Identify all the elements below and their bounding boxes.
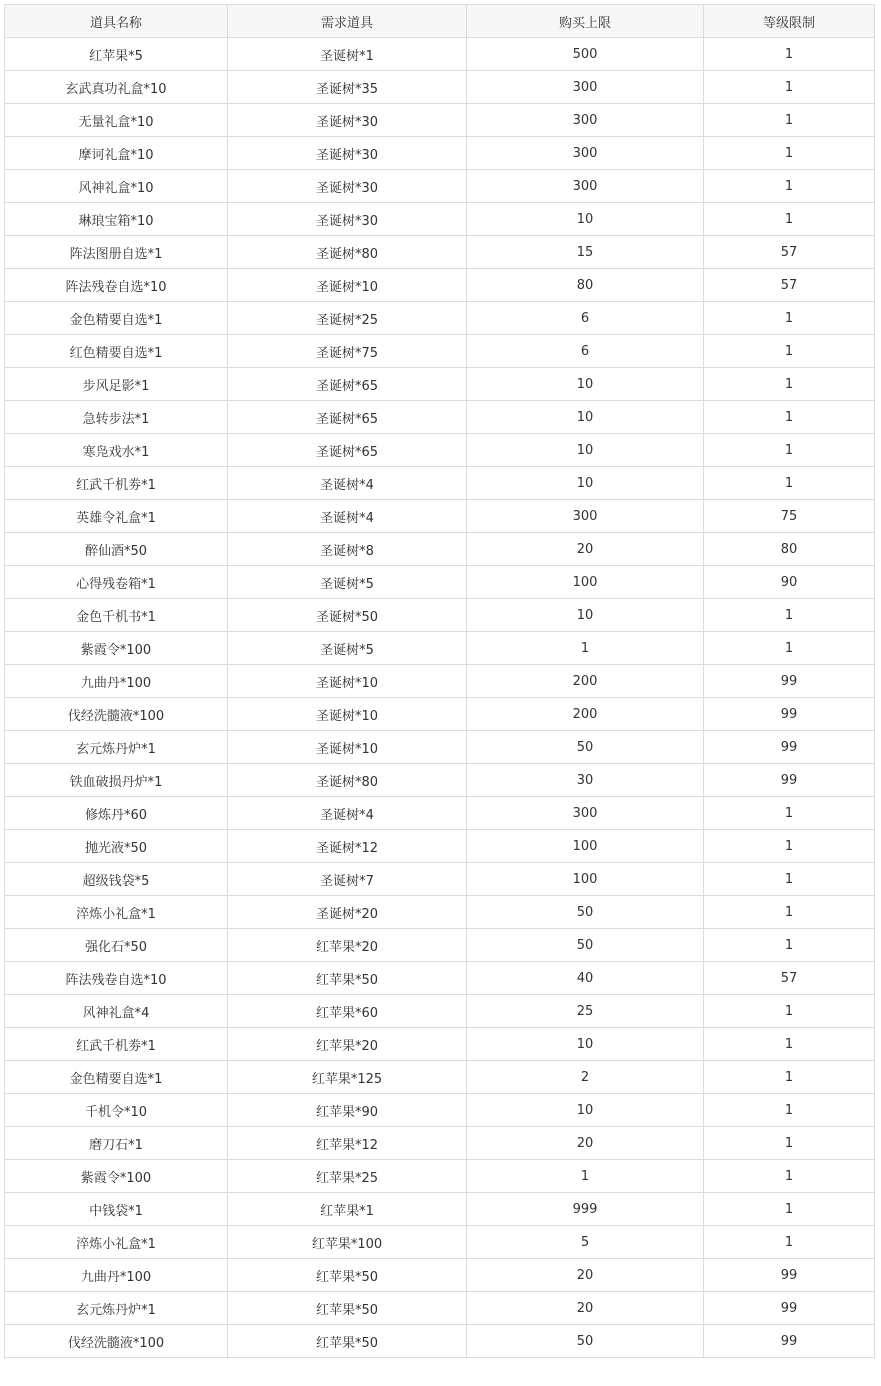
cell-level-limit: 1 [704, 203, 875, 236]
cell-required-item: 红苹果*50 [228, 1325, 467, 1358]
cell-level-limit: 1 [704, 1061, 875, 1094]
cell-item-name: 寒凫戏水*1 [5, 434, 228, 467]
cell-item-name: 红苹果*5 [5, 38, 228, 71]
cell-purchase-limit: 100 [467, 830, 704, 863]
cell-purchase-limit: 999 [467, 1193, 704, 1226]
cell-level-limit: 1 [704, 1160, 875, 1193]
cell-level-limit: 1 [704, 401, 875, 434]
cell-purchase-limit: 10 [467, 401, 704, 434]
cell-level-limit: 90 [704, 566, 875, 599]
cell-required-item: 圣诞树*4 [228, 797, 467, 830]
cell-required-item: 红苹果*12 [228, 1127, 467, 1160]
cell-item-name: 玄元炼丹炉*1 [5, 731, 228, 764]
cell-level-limit: 75 [704, 500, 875, 533]
table-row [5, 863, 875, 896]
cell-purchase-limit: 300 [467, 137, 704, 170]
header-level-limit: 等级限制 [704, 5, 875, 38]
cell-required-item: 红苹果*25 [228, 1160, 467, 1193]
table-row [5, 566, 875, 599]
cell-purchase-limit: 6 [467, 335, 704, 368]
table-row [5, 698, 875, 731]
cell-purchase-limit: 30 [467, 764, 704, 797]
cell-required-item: 圣诞树*10 [228, 269, 467, 302]
cell-level-limit: 57 [704, 962, 875, 995]
cell-item-name: 无量礼盒*10 [5, 104, 228, 137]
cell-required-item: 圣诞树*75 [228, 335, 467, 368]
table-row [5, 203, 875, 236]
cell-purchase-limit: 10 [467, 434, 704, 467]
cell-purchase-limit: 10 [467, 1094, 704, 1127]
table-row [5, 830, 875, 863]
cell-level-limit: 1 [704, 38, 875, 71]
cell-purchase-limit: 100 [467, 566, 704, 599]
cell-level-limit: 99 [704, 1325, 875, 1358]
cell-level-limit: 99 [704, 698, 875, 731]
table-row [5, 1259, 875, 1292]
cell-required-item: 红苹果*50 [228, 1292, 467, 1325]
cell-purchase-limit: 20 [467, 533, 704, 566]
cell-purchase-limit: 200 [467, 665, 704, 698]
cell-item-name: 金色精要自选*1 [5, 1061, 228, 1094]
cell-level-limit: 57 [704, 269, 875, 302]
table-row [5, 71, 875, 104]
cell-item-name: 阵法图册自选*1 [5, 236, 228, 269]
cell-purchase-limit: 20 [467, 1259, 704, 1292]
cell-required-item: 圣诞树*4 [228, 467, 467, 500]
cell-item-name: 淬炼小礼盒*1 [5, 896, 228, 929]
cell-level-limit: 1 [704, 368, 875, 401]
table-row [5, 236, 875, 269]
cell-item-name: 修炼丹*60 [5, 797, 228, 830]
table-row [5, 929, 875, 962]
cell-item-name: 阵法残卷自选*10 [5, 269, 228, 302]
header-row [5, 5, 875, 38]
cell-purchase-limit: 50 [467, 896, 704, 929]
cell-required-item: 红苹果*125 [228, 1061, 467, 1094]
table-row [5, 104, 875, 137]
cell-item-name: 伐经洗髓液*100 [5, 1325, 228, 1358]
table-row [5, 1028, 875, 1061]
cell-required-item: 圣诞树*25 [228, 302, 467, 335]
cell-required-item: 圣诞树*5 [228, 566, 467, 599]
cell-level-limit: 1 [704, 1127, 875, 1160]
cell-purchase-limit: 100 [467, 863, 704, 896]
table-row [5, 434, 875, 467]
table-row [5, 533, 875, 566]
cell-level-limit: 99 [704, 1292, 875, 1325]
cell-level-limit: 99 [704, 764, 875, 797]
cell-purchase-limit: 20 [467, 1292, 704, 1325]
table-row [5, 137, 875, 170]
cell-required-item: 圣诞树*30 [228, 137, 467, 170]
cell-purchase-limit: 10 [467, 599, 704, 632]
cell-level-limit: 1 [704, 1193, 875, 1226]
cell-level-limit: 1 [704, 896, 875, 929]
cell-purchase-limit: 5 [467, 1226, 704, 1259]
cell-item-name: 醉仙酒*50 [5, 533, 228, 566]
cell-level-limit: 1 [704, 830, 875, 863]
cell-required-item: 圣诞树*50 [228, 599, 467, 632]
cell-required-item: 圣诞树*12 [228, 830, 467, 863]
table-row [5, 1226, 875, 1259]
cell-required-item: 红苹果*50 [228, 1259, 467, 1292]
cell-item-name: 中钱袋*1 [5, 1193, 228, 1226]
table-row [5, 401, 875, 434]
table-row [5, 500, 875, 533]
cell-required-item: 圣诞树*10 [228, 698, 467, 731]
cell-purchase-limit: 1 [467, 1160, 704, 1193]
cell-required-item: 圣诞树*7 [228, 863, 467, 896]
cell-item-name: 伐经洗髓液*100 [5, 698, 228, 731]
table-row [5, 764, 875, 797]
cell-purchase-limit: 200 [467, 698, 704, 731]
table-row [5, 995, 875, 1028]
table-row [5, 1127, 875, 1160]
cell-item-name: 铁血破损丹炉*1 [5, 764, 228, 797]
cell-level-limit: 99 [704, 665, 875, 698]
cell-item-name: 九曲丹*100 [5, 665, 228, 698]
cell-required-item: 圣诞树*10 [228, 665, 467, 698]
cell-item-name: 磨刀石*1 [5, 1127, 228, 1160]
cell-level-limit: 1 [704, 71, 875, 104]
cell-required-item: 圣诞树*65 [228, 401, 467, 434]
cell-item-name: 抛光液*50 [5, 830, 228, 863]
cell-required-item: 红苹果*100 [228, 1226, 467, 1259]
header-required-item: 需求道具 [228, 5, 467, 38]
table-row [5, 1193, 875, 1226]
cell-purchase-limit: 300 [467, 500, 704, 533]
cell-purchase-limit: 6 [467, 302, 704, 335]
cell-purchase-limit: 10 [467, 203, 704, 236]
header-purchase-limit: 购买上限 [467, 5, 704, 38]
cell-required-item: 圣诞树*80 [228, 236, 467, 269]
table-row [5, 368, 875, 401]
table-row [5, 962, 875, 995]
cell-purchase-limit: 10 [467, 467, 704, 500]
table-row [5, 731, 875, 764]
cell-required-item: 红苹果*50 [228, 962, 467, 995]
cell-level-limit: 1 [704, 137, 875, 170]
cell-purchase-limit: 10 [467, 368, 704, 401]
cell-item-name: 超级钱袋*5 [5, 863, 228, 896]
cell-item-name: 阵法残卷自选*10 [5, 962, 228, 995]
cell-item-name: 强化石*50 [5, 929, 228, 962]
cell-item-name: 金色精要自选*1 [5, 302, 228, 335]
cell-item-name: 摩诃礼盒*10 [5, 137, 228, 170]
cell-required-item: 红苹果*1 [228, 1193, 467, 1226]
table-row [5, 302, 875, 335]
table-row [5, 467, 875, 500]
cell-item-name: 千机令*10 [5, 1094, 228, 1127]
cell-purchase-limit: 300 [467, 71, 704, 104]
table-row [5, 1325, 875, 1358]
cell-purchase-limit: 40 [467, 962, 704, 995]
table-row [5, 38, 875, 71]
table-row [5, 1292, 875, 1325]
cell-required-item: 圣诞树*1 [228, 38, 467, 71]
cell-purchase-limit: 10 [467, 1028, 704, 1061]
cell-level-limit: 1 [704, 632, 875, 665]
cell-item-name: 红武千机劵*1 [5, 467, 228, 500]
cell-level-limit: 1 [704, 434, 875, 467]
cell-purchase-limit: 50 [467, 1325, 704, 1358]
cell-level-limit: 1 [704, 1094, 875, 1127]
cell-required-item: 圣诞树*4 [228, 500, 467, 533]
cell-item-name: 心得残卷箱*1 [5, 566, 228, 599]
cell-purchase-limit: 25 [467, 995, 704, 1028]
exchange-table [4, 4, 875, 1358]
cell-level-limit: 1 [704, 995, 875, 1028]
cell-level-limit: 57 [704, 236, 875, 269]
cell-required-item: 红苹果*60 [228, 995, 467, 1028]
cell-required-item: 红苹果*20 [228, 929, 467, 962]
cell-purchase-limit: 15 [467, 236, 704, 269]
cell-item-name: 玄武真功礼盒*10 [5, 71, 228, 104]
cell-purchase-limit: 300 [467, 170, 704, 203]
table-row [5, 1061, 875, 1094]
cell-required-item: 圣诞树*30 [228, 203, 467, 236]
cell-purchase-limit: 2 [467, 1061, 704, 1094]
cell-level-limit: 1 [704, 863, 875, 896]
cell-required-item: 圣诞树*8 [228, 533, 467, 566]
cell-item-name: 紫霞令*100 [5, 1160, 228, 1193]
cell-level-limit: 99 [704, 1259, 875, 1292]
cell-purchase-limit: 300 [467, 104, 704, 137]
table-row [5, 797, 875, 830]
cell-purchase-limit: 300 [467, 797, 704, 830]
table-row [5, 335, 875, 368]
table-row [5, 896, 875, 929]
cell-item-name: 紫霞令*100 [5, 632, 228, 665]
cell-purchase-limit: 50 [467, 731, 704, 764]
cell-purchase-limit: 1 [467, 632, 704, 665]
cell-level-limit: 99 [704, 731, 875, 764]
cell-item-name: 淬炼小礼盒*1 [5, 1226, 228, 1259]
cell-item-name: 琳琅宝箱*10 [5, 203, 228, 236]
cell-level-limit: 1 [704, 104, 875, 137]
table-row [5, 170, 875, 203]
cell-required-item: 圣诞树*30 [228, 170, 467, 203]
cell-item-name: 英雄令礼盒*1 [5, 500, 228, 533]
table-row [5, 1094, 875, 1127]
cell-purchase-limit: 20 [467, 1127, 704, 1160]
cell-item-name: 步风足影*1 [5, 368, 228, 401]
cell-item-name: 风神礼盒*10 [5, 170, 228, 203]
cell-required-item: 圣诞树*30 [228, 104, 467, 137]
cell-required-item: 圣诞树*35 [228, 71, 467, 104]
table-row [5, 269, 875, 302]
cell-required-item: 圣诞树*10 [228, 731, 467, 764]
table-row [5, 632, 875, 665]
table-row [5, 665, 875, 698]
cell-item-name: 金色千机书*1 [5, 599, 228, 632]
cell-purchase-limit: 500 [467, 38, 704, 71]
cell-item-name: 玄元炼丹炉*1 [5, 1292, 228, 1325]
cell-required-item: 圣诞树*80 [228, 764, 467, 797]
cell-level-limit: 1 [704, 1226, 875, 1259]
header-item-name: 道具名称 [5, 5, 228, 38]
cell-level-limit: 1 [704, 302, 875, 335]
cell-level-limit: 1 [704, 335, 875, 368]
cell-required-item: 圣诞树*65 [228, 434, 467, 467]
table-row [5, 1160, 875, 1193]
table-row [5, 599, 875, 632]
cell-level-limit: 1 [704, 797, 875, 830]
cell-level-limit: 1 [704, 929, 875, 962]
cell-required-item: 红苹果*90 [228, 1094, 467, 1127]
cell-item-name: 急转步法*1 [5, 401, 228, 434]
cell-level-limit: 80 [704, 533, 875, 566]
cell-level-limit: 1 [704, 467, 875, 500]
cell-level-limit: 1 [704, 1028, 875, 1061]
cell-required-item: 圣诞树*65 [228, 368, 467, 401]
cell-level-limit: 1 [704, 599, 875, 632]
cell-required-item: 红苹果*20 [228, 1028, 467, 1061]
cell-item-name: 红色精要自选*1 [5, 335, 228, 368]
cell-required-item: 圣诞树*5 [228, 632, 467, 665]
cell-item-name: 红武千机劵*1 [5, 1028, 228, 1061]
cell-level-limit: 1 [704, 170, 875, 203]
cell-item-name: 九曲丹*100 [5, 1259, 228, 1292]
cell-required-item: 圣诞树*20 [228, 896, 467, 929]
cell-item-name: 风神礼盒*4 [5, 995, 228, 1028]
cell-purchase-limit: 50 [467, 929, 704, 962]
cell-purchase-limit: 80 [467, 269, 704, 302]
